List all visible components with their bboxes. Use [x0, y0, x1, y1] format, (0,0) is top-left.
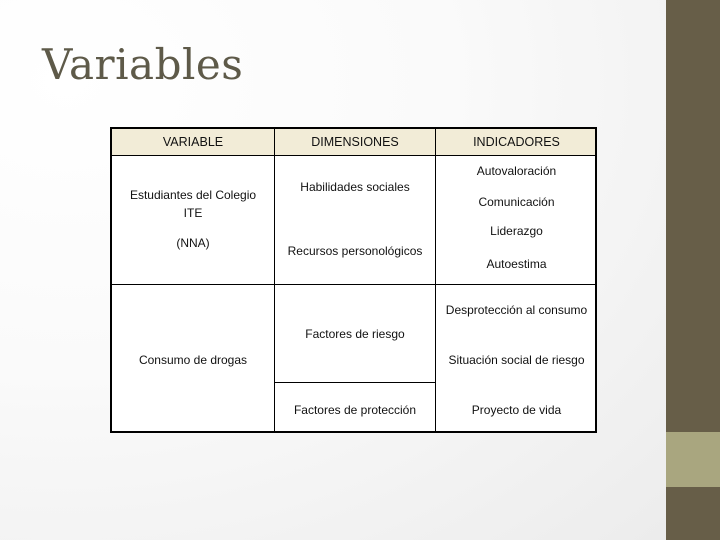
indicator-proyecto-vida: Proyecto de vida: [471, 403, 562, 417]
header-variable: VARIABLE: [162, 135, 224, 149]
indicator-comunicacion: Comunicación: [478, 195, 555, 209]
indicator-autoestima: Autoestima: [486, 257, 547, 271]
dimension-recursos: Recursos personológicos: [287, 244, 423, 258]
variables-table: [110, 127, 597, 433]
column-divider: [274, 129, 275, 433]
indicator-liderazgo: Liderazgo: [490, 224, 543, 238]
dimension-habilidades: Habilidades sociales: [300, 180, 410, 194]
side-accent-block: [666, 432, 720, 487]
slide-title: Variables: [42, 40, 244, 89]
group-divider: [112, 284, 597, 285]
dimension-proteccion: Factores de protección: [293, 403, 417, 417]
dimension-riesgo: Factores de riesgo: [305, 327, 405, 341]
variable-students-line3: (NNA): [176, 236, 210, 250]
indicator-situacion-social: Situación social de riesgo: [448, 353, 585, 367]
side-accent-bar: [666, 0, 720, 432]
side-accent-bar-bottom: [666, 487, 720, 540]
indicator-desproteccion: Desprotección al consumo: [445, 303, 588, 317]
variable-students-line1: Estudiantes del Colegio: [129, 188, 257, 202]
indicator-autovaloracion: Autovaloración: [476, 164, 557, 178]
variable-consumo: Consumo de drogas: [138, 353, 248, 367]
dimension-divider: [274, 382, 435, 383]
header-dimensiones: DIMENSIONES: [311, 135, 399, 149]
variable-students-line2: ITE: [183, 206, 203, 220]
header-indicadores: INDICADORES: [473, 135, 560, 149]
